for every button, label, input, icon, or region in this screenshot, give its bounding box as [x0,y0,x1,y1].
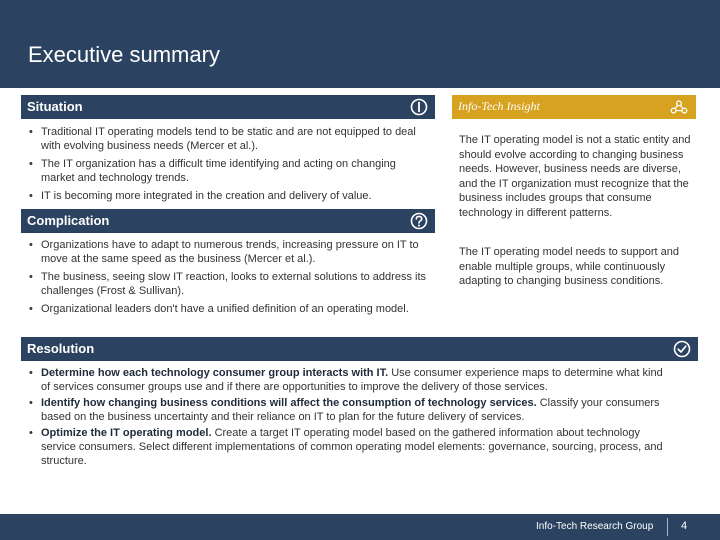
info-circle-icon [410,98,428,116]
list-item: • IT is becoming more integrated in the creation and delivery of value. [27,189,432,203]
complication-list [27,238,432,320]
complication-heading: Complication [27,213,110,228]
list-item: • Organizations have to adapt to numerous trends, increasing pressure on IT to move at the same speed as the business (Mercer et al.). [27,238,432,266]
list-item [27,427,667,468]
resolution-bold: Determine how each technology consumer group interacts with IT. [41,367,389,379]
list-item [27,397,667,424]
resolution-bold: Identify how changing business conditions will affect the consumption of technology services. [41,397,537,410]
situation-header [21,95,435,119]
resolution-text: Create a target IT operating model based on the gathered information about technology service consumers. Select different implementations of common operating model elements: governance, sourcing, process, and structure. [41,427,663,467]
resolution-bold: Optimize the IT operating model. [41,427,212,440]
list-item: • Traditional IT operating models tend to be static and are not equipped to deal with evolving business needs (Mercer et al.). [27,125,432,153]
resolution-text: Use consumer experience maps to determine what kind of services consumer groups use and if there are opportunities to improve the delivery of those services. [41,367,663,393]
resolution-list [27,367,667,471]
list-item [27,367,667,394]
insight-paragraph: The IT operating model needs to support and enable multiple groups, while continuously adapting to changing business conditions. [459,246,679,287]
complication-header [21,209,435,233]
question-circle-icon [410,212,428,230]
footer-brand: Info-Tech Research Group [536,521,654,532]
situation-heading: Situation [27,99,83,114]
resolution-heading: Resolution [27,341,95,356]
list-item: • The business, seeing slow IT reaction, looks to external solutions to address its challenges (Frost & Sullivan). [27,270,432,298]
page-title: Executive summary [28,42,220,67]
check-circle-icon [673,340,691,358]
list-item: • Organizational leaders don't have a unified definition of an operating model. [27,302,432,316]
footer [0,514,720,540]
footer-divider [667,518,668,536]
insight-header [452,95,696,119]
resolution-header [21,337,698,361]
list-item: • The IT organization has a difficult time identifying and acting on changing market and technology trends. [27,157,432,185]
title-bar [0,0,720,88]
insight-heading: Info-Tech Insight [458,99,540,113]
page-number: 4 [681,520,688,532]
situation-list [27,125,432,207]
network-nodes-icon [670,98,688,116]
resolution-text: Classify your consumers based on the business uncertainty and their reliance on IT to plan for the future delivery of services. [41,397,660,423]
insight-paragraph: The IT operating model is not a static entity and should evolve according to changing business needs. However, business needs are diverse, and the IT organization must recognize that the business includes groups that consume technology in different patterns. [459,134,691,219]
